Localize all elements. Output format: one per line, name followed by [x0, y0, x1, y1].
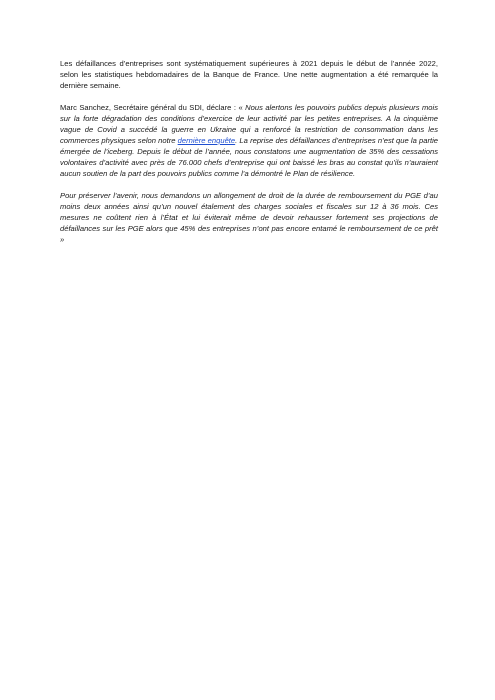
declaration-quote-part-2: . La reprise des défaillances d’entreprises n’est que la partie émergée de l’iceberg. Depuis le début de l’année, nous constatons une augmentation de 35% des cessations volontaires d’activité avec près de 76.000 chefs d’entreprise qui ont baissé les bras au constat qu’ils n’auraient aucun soutien de la part des pouvoirs publics comme l’a démontré le Plan de résilience. — [60, 136, 438, 178]
paragraph-demandes: Pour préserver l’avenir, nous demandons un allongement de droit de la durée de remboursement du PGE d’au moins deux années ainsi qu’un nouvel étalement des charges sociales et fiscales sur 12 à 36 mois. Ces mesures ne coûtent rien à l’État et lui éviterait même de devoir rehausser fortement ses projections de défaillances sur les PGE alors que 45% des entreprises n’ont pas encore entamé le remboursement de ce prêt » — [60, 191, 438, 244]
paragraph-declaration — [60, 102, 438, 179]
declaration-intro: Marc Sanchez, Secrétaire général du SDI, déclare : « — [60, 103, 246, 112]
document-body — [60, 58, 438, 256]
paragraph-defaillances: Les défaillances d’entreprises sont systématiquement supérieures à 2021 depuis le début de l’année 2022, selon les statistiques hebdomadaires de la Banque de France. Une nette augmentation a été remarquée la dernière semaine. — [60, 59, 438, 90]
survey-link[interactable]: dernière enquête — [177, 136, 236, 145]
declaration-quote-part-1: Nous alertons les pouvoirs publics depuis plusieurs mois sur la forte dégradation des conditions d’exercice de leur activité par les petites entreprises. A la cinquième vague de Covid a succédé la guerre en Ukraine qui a renforcé la restriction de consommation dans les commerces physiques selon notre — [60, 103, 439, 145]
